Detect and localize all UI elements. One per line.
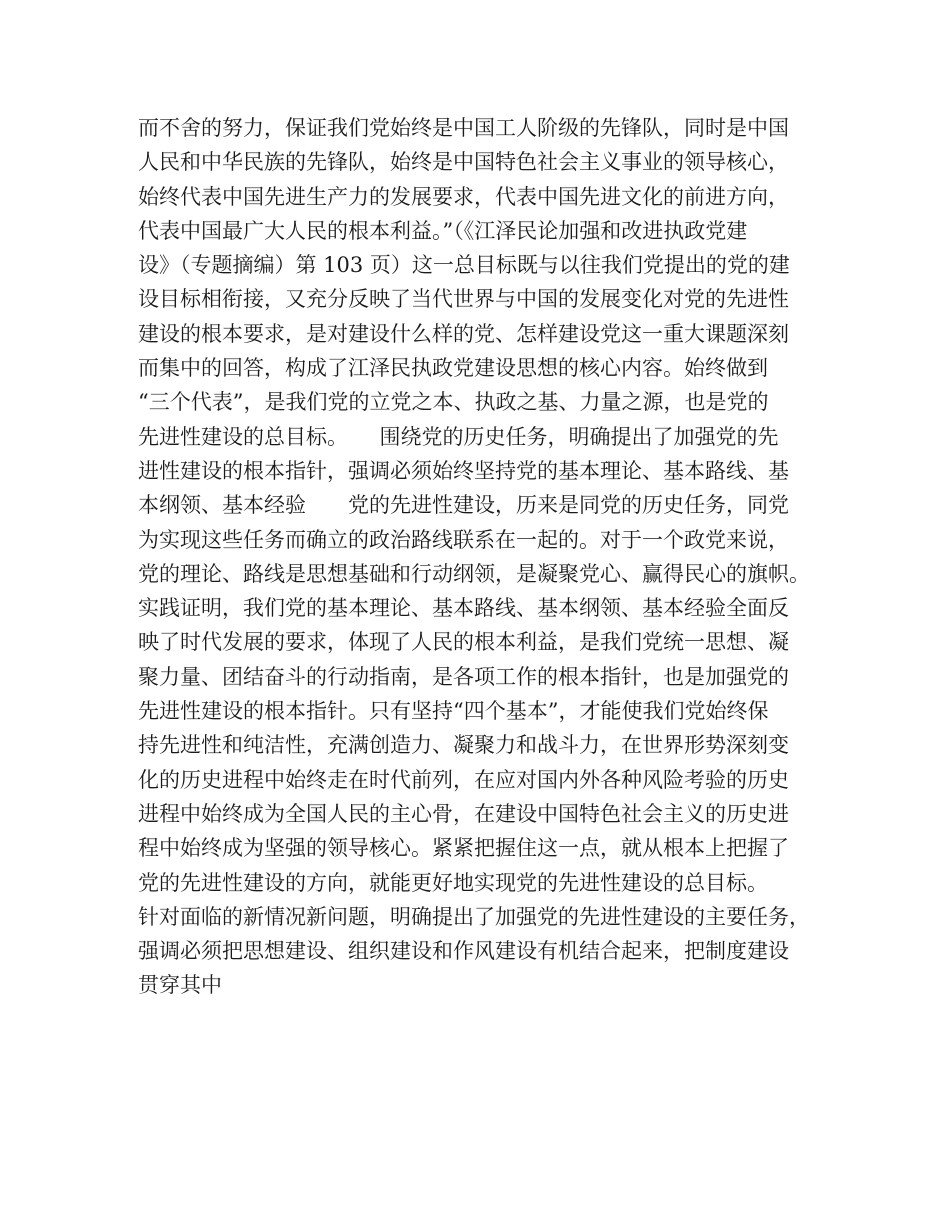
text-line: 聚力量、团结奋斗的行动指南，是各项工作的根本指针，也是加强党的 <box>138 664 789 689</box>
text-line: 人民和中华民族的先锋队，始终是中国特色社会主义事业的领导核心， <box>138 150 789 175</box>
text-line: 本纲领、基本经验 党的先进性建设，历来是同党的历史任务，同党 <box>138 493 789 518</box>
body-text <box>138 111 858 1003</box>
text-line: 贯穿其中 <box>138 973 222 998</box>
text-line: “三个代表”，是我们党的立党之本、执政之基、力量之源，也是党的 <box>138 390 769 415</box>
text-line: 持先进性和纯洁性，充满创造力、凝聚力和战斗力，在世界形势深刻变 <box>138 733 789 758</box>
text-line: 先进性建设的根本指针。只有坚持“四个基本”，才能使我们党始终保 <box>138 699 769 724</box>
text-line: 实践证明，我们党的基本理论、基本路线、基本纲领、基本经验全面反 <box>138 596 789 621</box>
text-line: 化的历史进程中始终走在时代前列，在应对国内外各种风险考验的历史 <box>138 767 789 792</box>
text-line: 先进性建设的总目标。 围绕党的历史任务，明确提出了加强党的先 <box>138 424 779 449</box>
text-line: 党的理论、路线是思想基础和行动纲领，是凝聚党心、赢得民心的旗帜。 <box>138 561 810 586</box>
text-line: 而不舍的努力，保证我们党始终是中国工人阶级的先锋队，同时是中国 <box>138 116 789 140</box>
text-line: 设》（专题摘编）第 103 页）这一总目标既与以往我们党提出的党的建 <box>138 253 790 278</box>
text-line: 程中始终成为坚强的领导核心。紧紧把握住这一点，就从根本上把握了 <box>138 836 789 861</box>
text-line: 为实现这些任务而确立的政治路线联系在一起的。对于一个政党来说， <box>138 527 789 552</box>
text-line: 设目标相衔接，又充分反映了当代世界与中国的发展变化对党的先进性 <box>138 287 789 312</box>
text-line: 而集中的回答，构成了江泽民执政党建设思想的核心内容。始终做到 <box>138 356 768 381</box>
text-line: 代表中国最广大人民的根本利益。”（《江泽民论加强和改进执政党建 <box>138 218 748 243</box>
text-line: 进程中始终成为全国人民的主心骨，在建设中国特色社会主义的历史进 <box>138 801 789 826</box>
text-line: 建设的根本要求，是对建设什么样的党、怎样建设党这一重大课题深刻 <box>138 321 789 346</box>
text-line: 针对面临的新情况新问题，明确提出了加强党的先进性建设的主要任务， <box>138 904 810 929</box>
text-line: 始终代表中国先进生产力的发展要求，代表中国先进文化的前进方向， <box>138 184 789 209</box>
text-line: 强调必须把思想建设、组织建设和作风建设有机结合起来，把制度建设 <box>138 939 789 964</box>
text-line: 党的先进性建设的方向，就能更好地实现党的先进性建设的总目标。 <box>138 870 768 895</box>
text-line: 进性建设的根本指针，强调必须始终坚持党的基本理论、基本路线、基 <box>138 458 789 483</box>
text-line: 映了时代发展的要求，体现了人民的根本利益，是我们党统一思想、凝 <box>138 630 789 655</box>
